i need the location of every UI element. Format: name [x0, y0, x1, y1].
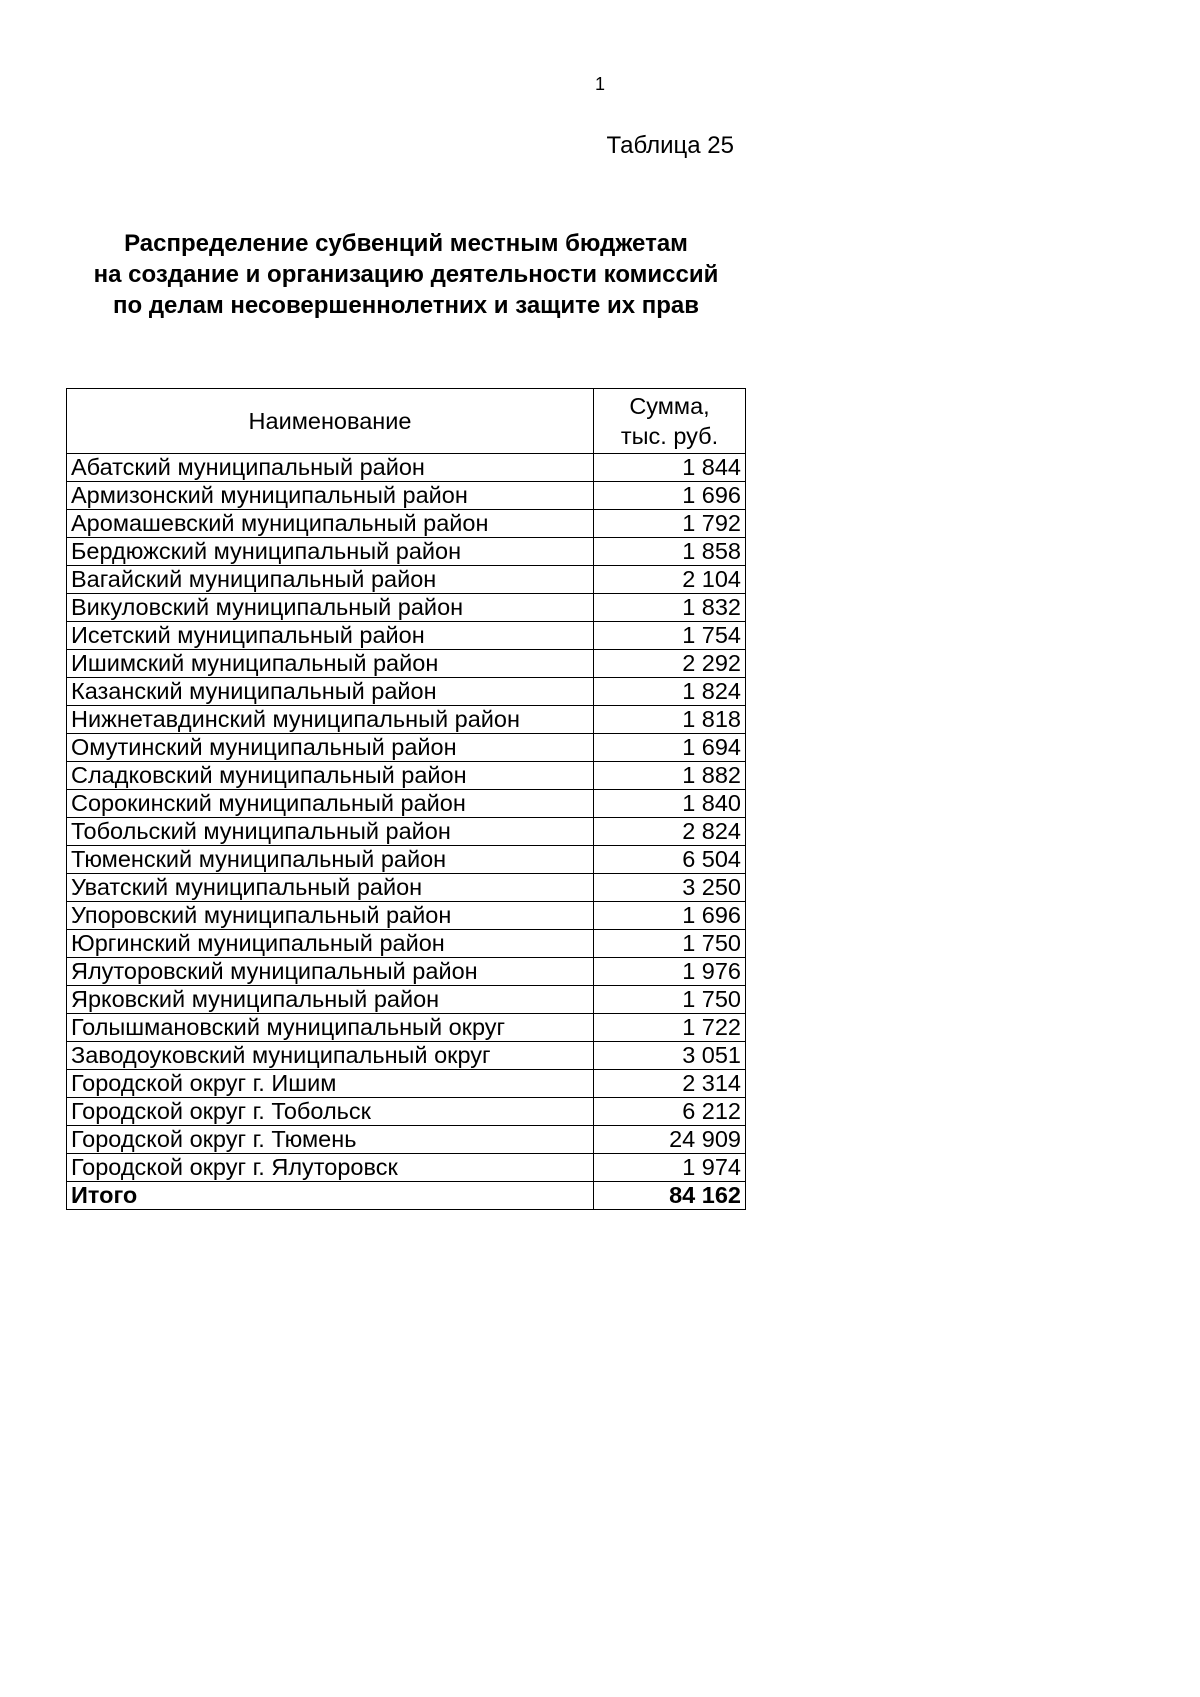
- table-row: [67, 790, 746, 818]
- row-name: Бердюжский муниципальный район: [67, 538, 594, 566]
- row-sum: 2 104: [594, 566, 746, 594]
- total-label: Итого: [67, 1182, 594, 1210]
- table-row: [67, 706, 746, 734]
- row-name: Юргинский муниципальный район: [67, 930, 594, 958]
- row-name: Омутинский муниципальный район: [67, 734, 594, 762]
- row-name: Ярковский муниципальный район: [67, 986, 594, 1014]
- page-number: 1: [594, 74, 605, 94]
- title-line-2: на создание и организацию деятельности комиссий: [93, 261, 719, 288]
- row-name: Нижнетавдинский муниципальный район: [67, 706, 594, 734]
- row-name: Абатский муниципальный район: [67, 454, 594, 482]
- total-row: [67, 1182, 746, 1210]
- row-sum: 1 818: [594, 706, 746, 734]
- row-sum: 1 750: [594, 930, 746, 958]
- row-name: Заводоуковский муниципальный округ: [67, 1042, 594, 1070]
- row-sum: 2 824: [594, 818, 746, 846]
- row-sum: 1 694: [594, 734, 746, 762]
- table-header-row: [67, 389, 746, 454]
- row-name: Тобольский муниципальный район: [67, 818, 594, 846]
- row-sum: 1 722: [594, 1014, 746, 1042]
- row-sum: 1 858: [594, 538, 746, 566]
- table-row: [67, 454, 746, 482]
- header-sum: [594, 389, 746, 454]
- table-row: [67, 958, 746, 986]
- table-row: [67, 594, 746, 622]
- row-sum: 1 976: [594, 958, 746, 986]
- row-sum: 6 212: [594, 1098, 746, 1126]
- table-row: [67, 482, 746, 510]
- row-name: Армизонский муниципальный район: [67, 482, 594, 510]
- table-row: [67, 1154, 746, 1182]
- row-sum: 3 051: [594, 1042, 746, 1070]
- header-name: Наименование: [67, 389, 594, 454]
- row-name: Упоровский муниципальный район: [67, 902, 594, 930]
- row-sum: 1 824: [594, 678, 746, 706]
- row-sum: 1 750: [594, 986, 746, 1014]
- table-row: [67, 762, 746, 790]
- row-sum: 1 696: [594, 482, 746, 510]
- row-name: Городской округ г. Ялуторовск: [67, 1154, 594, 1182]
- row-sum: 6 504: [594, 846, 746, 874]
- table-row: [67, 930, 746, 958]
- subvention-table: [66, 388, 746, 1210]
- row-sum: 3 250: [594, 874, 746, 902]
- table-row: [67, 1070, 746, 1098]
- row-name: Сорокинский муниципальный район: [67, 790, 594, 818]
- row-name: Городской округ г. Тобольск: [67, 1098, 594, 1126]
- table-row: [67, 622, 746, 650]
- row-sum: 1 696: [594, 902, 746, 930]
- row-name: Городской округ г. Тюмень: [67, 1126, 594, 1154]
- table-row: [67, 538, 746, 566]
- header-sum-line-2: тыс. руб.: [620, 423, 719, 449]
- row-sum: 2 292: [594, 650, 746, 678]
- table-row: [67, 874, 746, 902]
- table-row: [67, 678, 746, 706]
- header-sum-line-1: Сумма,: [629, 393, 710, 419]
- table-label: Таблица 25: [606, 132, 734, 159]
- table-row: [67, 902, 746, 930]
- row-name: Вагайский муниципальный район: [67, 566, 594, 594]
- row-name: Ишимский муниципальный район: [67, 650, 594, 678]
- title-line-1: Распределение субвенций местным бюджетам: [124, 230, 688, 257]
- row-name: Исетский муниципальный район: [67, 622, 594, 650]
- row-name: Уватский муниципальный район: [67, 874, 594, 902]
- table-row: [67, 1098, 746, 1126]
- row-name: Аромашевский муниципальный район: [67, 510, 594, 538]
- total-sum: 84 162: [594, 1182, 746, 1210]
- row-sum: 24 909: [594, 1126, 746, 1154]
- row-name: Сладковский муниципальный район: [67, 762, 594, 790]
- row-sum: 1 974: [594, 1154, 746, 1182]
- table-row: [67, 1126, 746, 1154]
- table-row: [67, 1042, 746, 1070]
- row-sum: 1 840: [594, 790, 746, 818]
- row-name: Казанский муниципальный район: [67, 678, 594, 706]
- document-title: [66, 228, 746, 321]
- row-sum: 2 314: [594, 1070, 746, 1098]
- row-sum: 1 792: [594, 510, 746, 538]
- table-row: [67, 650, 746, 678]
- row-name: Голышмановский муниципальный округ: [67, 1014, 594, 1042]
- table-row: [67, 986, 746, 1014]
- row-name: Ялуторовский муниципальный район: [67, 958, 594, 986]
- table-row: [67, 734, 746, 762]
- table-row: [67, 1014, 746, 1042]
- row-sum: 1 754: [594, 622, 746, 650]
- row-sum: 1 832: [594, 594, 746, 622]
- table-row: [67, 510, 746, 538]
- row-sum: 1 882: [594, 762, 746, 790]
- table-row: [67, 566, 746, 594]
- row-sum: 1 844: [594, 454, 746, 482]
- row-name: Тюменский муниципальный район: [67, 846, 594, 874]
- table-body: [67, 454, 746, 1210]
- title-line-3: по делам несовершеннолетних и защите их прав: [113, 292, 699, 319]
- table-row: [67, 846, 746, 874]
- table-row: [67, 818, 746, 846]
- row-name: Городской округ г. Ишим: [67, 1070, 594, 1098]
- row-name: Викуловский муниципальный район: [67, 594, 594, 622]
